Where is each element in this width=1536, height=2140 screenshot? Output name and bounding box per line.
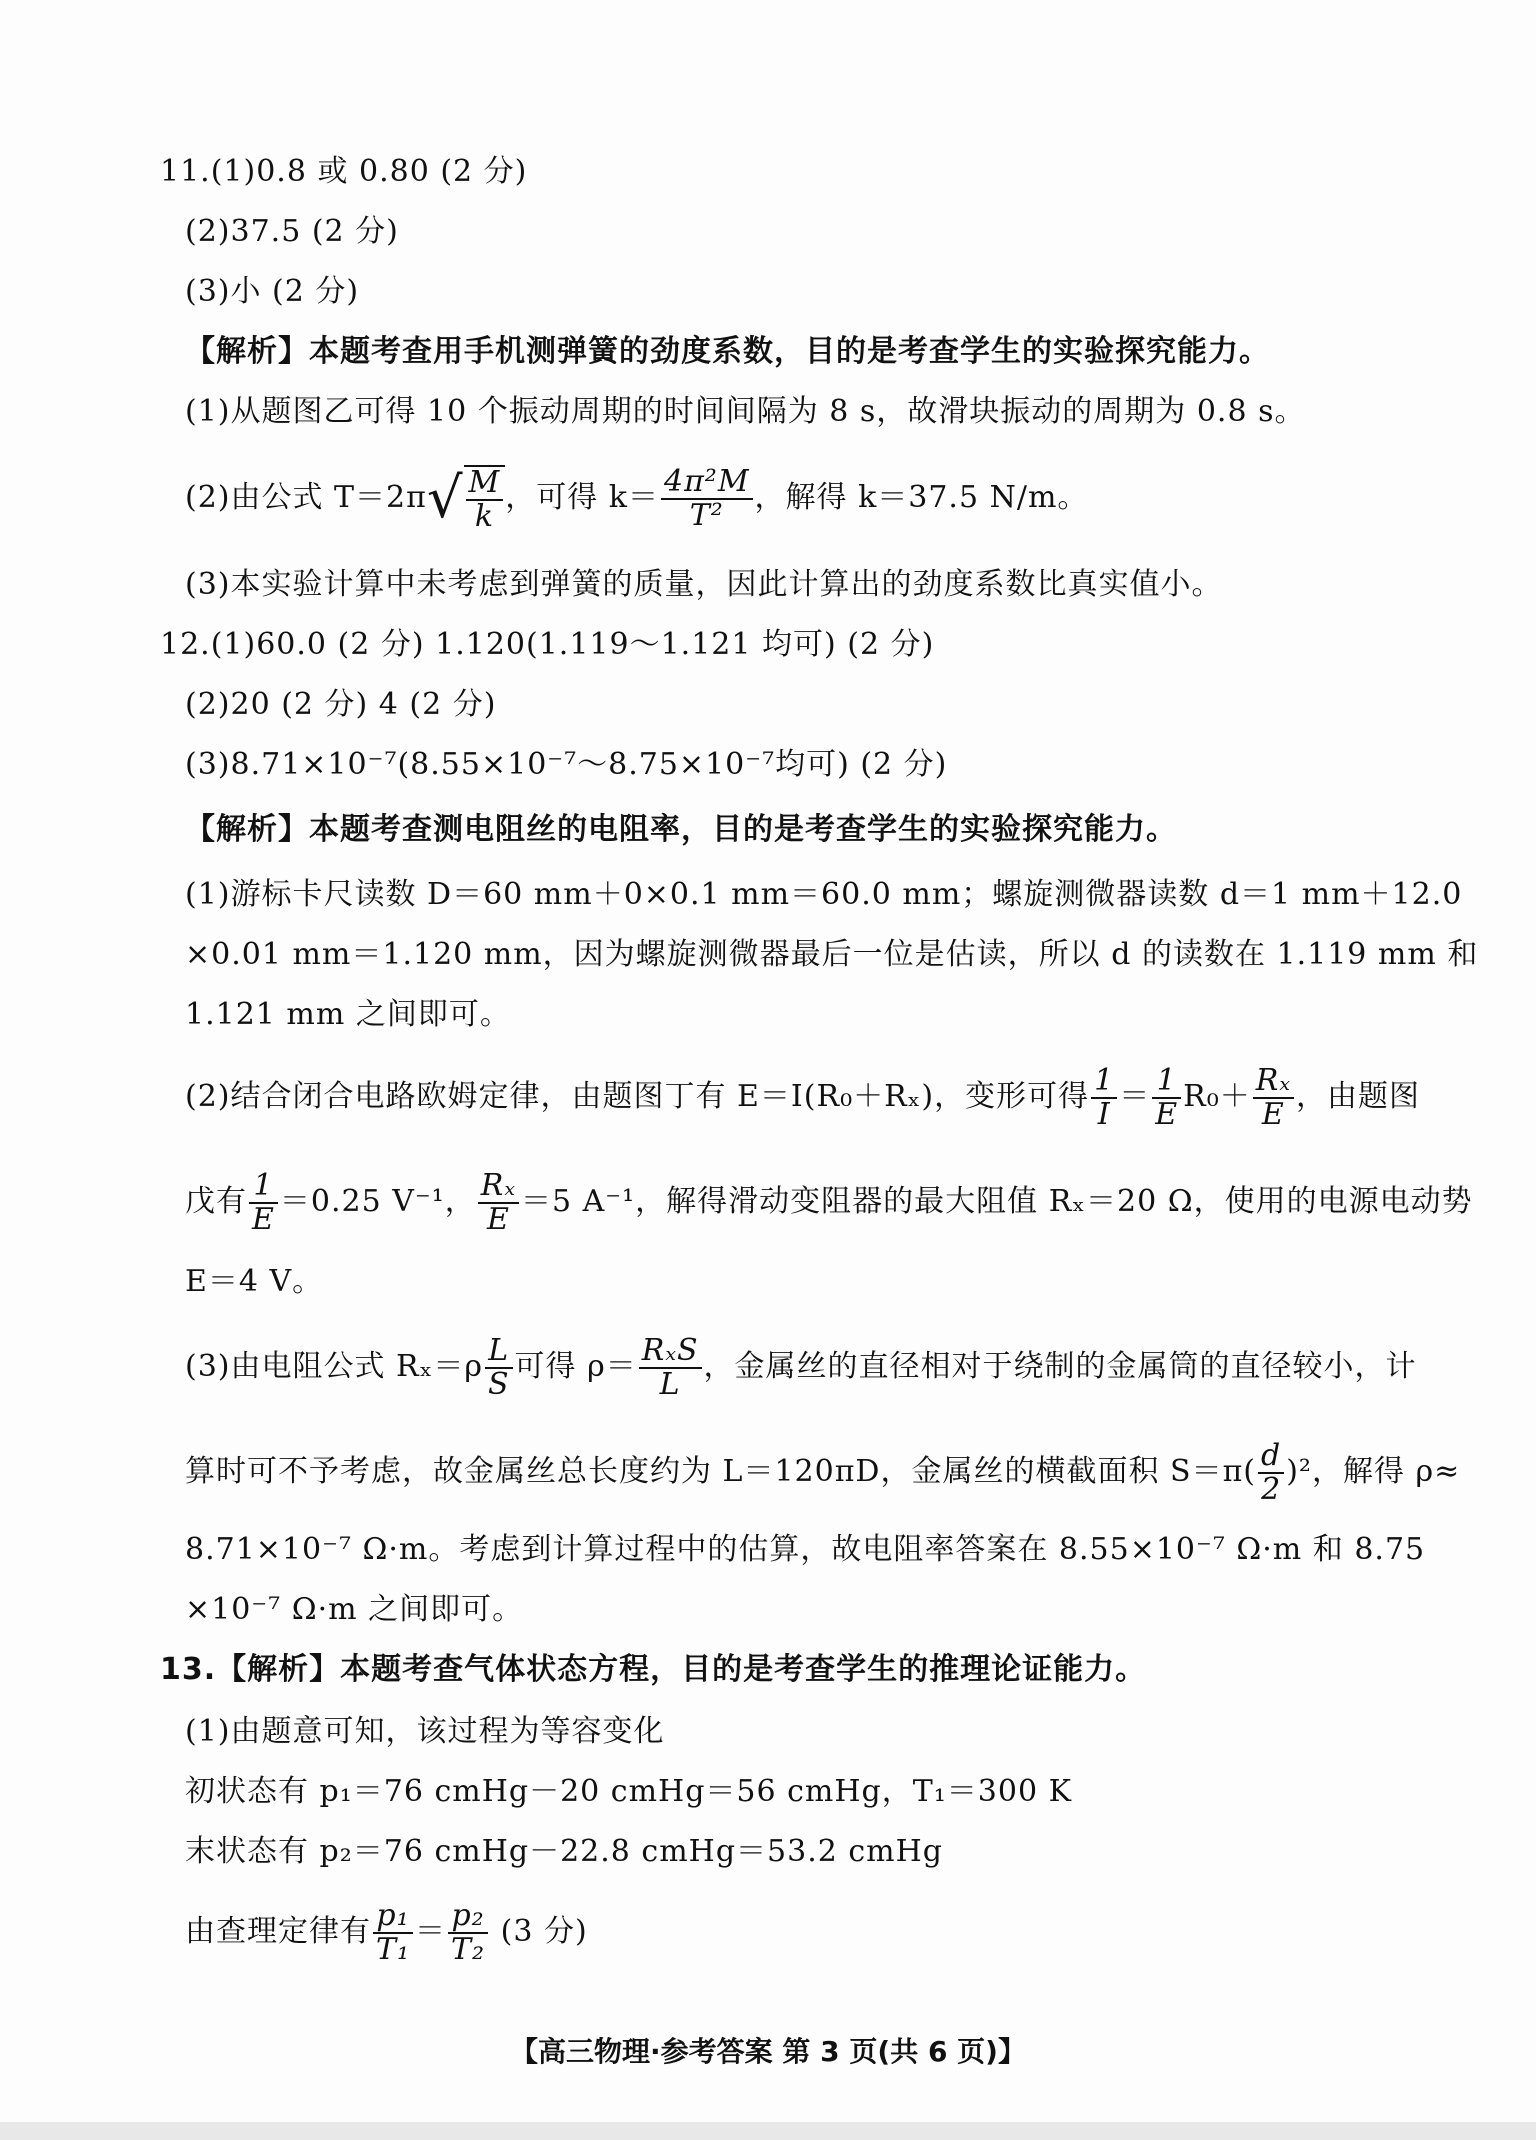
frac-denominator: I	[1097, 1097, 1111, 1132]
q11-answer-2: (2)37.5 (2 分)	[185, 214, 399, 249]
text-segment: ＝	[415, 1914, 447, 1949]
frac-denominator: k	[474, 499, 494, 534]
q11-answer-1: 11.(1)0.8 或 0.80 (2 分)	[160, 154, 528, 189]
q12-analysis-1b: ×0.01 mm＝1.120 mm，因为螺旋测微器最后一位是估读，所以 d 的读数在 1.119 mm 和	[185, 937, 1479, 972]
fraction	[448, 1900, 488, 1966]
q12-analysis-2a	[185, 1065, 1420, 1131]
text-segment: 可得 ρ＝	[514, 1349, 637, 1384]
text-segment: (2)由公式 T＝2π	[185, 480, 427, 515]
frac-numerator: Rₓ	[1253, 1065, 1294, 1099]
fraction	[661, 466, 753, 532]
text-segment: 戊有	[185, 1184, 247, 1219]
q12-answer-1: 12.(1)60.0 (2 分) 1.120(1.119～1.121 均可) (2 分)	[160, 627, 935, 662]
frac-numerator: M	[466, 467, 504, 501]
fraction	[1253, 1065, 1294, 1131]
q12-analysis-1a: (1)游标卡尺读数 D＝60 mm＋0×0.1 mm＝60.0 mm；螺旋测微器读数 d＝1 mm＋12.0	[185, 877, 1463, 912]
frac-numerator: RₓS	[639, 1335, 702, 1369]
frac-numerator: d	[1258, 1440, 1284, 1474]
q11-answer-3: (3)小 (2 分)	[185, 274, 360, 309]
text-segment: 算时可不予考虑，故金属丝总长度约为 L＝120πD，金属丝的横截面积 S＝π(	[185, 1454, 1256, 1489]
q12-analysis-1c: 1.121 mm 之间即可。	[185, 997, 511, 1032]
frac-numerator: p₁	[373, 1900, 413, 1934]
frac-numerator: 4π²M	[661, 466, 753, 500]
frac-denominator: E	[1155, 1097, 1179, 1132]
page-footer: 【高三物理·参考答案 第 3 页(共 6 页)】	[510, 2035, 1026, 2068]
q12-answer-3: (3)8.71×10⁻⁷(8.55×10⁻⁷～8.75×10⁻⁷均可) (2 分)	[185, 747, 948, 782]
text-segment: ，金属丝的直径相对于绕制的金属筒的直径较小，计	[703, 1349, 1417, 1384]
q13-analysis-heading: 13.【解析】本题考查气体状态方程，目的是考查学生的推理论证能力。	[160, 1652, 1147, 1687]
fraction	[639, 1335, 702, 1401]
frac-denominator: L	[659, 1367, 681, 1402]
fraction	[1258, 1440, 1284, 1506]
frac-numerator: 1	[1152, 1065, 1181, 1099]
text-segment: (2)结合闭合电路欧姆定律，由题图丁有 E＝I(R₀＋Rₓ)，变形可得	[185, 1079, 1090, 1114]
fraction	[373, 1900, 413, 1966]
q12-analysis-heading: 【解析】本题考查测电阻丝的电阻率，目的是考查学生的实验探究能力。	[185, 812, 1177, 847]
frac-numerator: Rₓ	[478, 1170, 519, 1204]
q12-analysis-2c: E＝4 V。	[185, 1264, 324, 1299]
frac-denominator: S	[487, 1367, 510, 1402]
q12-analysis-3b	[185, 1440, 1460, 1506]
q12-analysis-3d: ×10⁻⁷ Ω·m 之间即可。	[185, 1592, 524, 1627]
scan-edge	[0, 2122, 1536, 2140]
q11-analysis-heading: 【解析】本题考查用手机测弹簧的劲度系数，目的是考查学生的实验探究能力。	[185, 334, 1270, 369]
q12-answer-2: (2)20 (2 分) 4 (2 分)	[185, 687, 497, 722]
q11-analysis-3: (3)本实验计算中未考虑到弹簧的质量，因此计算出的劲度系数比真实值小。	[185, 567, 1223, 602]
text-segment: ＝5 A⁻¹，解得滑动变阻器的最大阻值 Rₓ＝20 Ω，使用的电源电动势	[521, 1184, 1473, 1219]
text-segment: ＝	[1119, 1079, 1151, 1114]
frac-numerator: p₂	[448, 1900, 488, 1934]
text-segment: ，解得 k＝37.5 N/m。	[754, 480, 1089, 515]
q13-analysis-1: (1)由题意可知，该过程为等容变化	[185, 1714, 665, 1749]
q11-analysis-2	[185, 465, 1088, 533]
q11-analysis-1: (1)从题图乙可得 10 个振动周期的时间间隔为 8 s，故滑块振动的周期为 0.8 s。	[185, 394, 1306, 429]
frac-denominator: T²	[689, 498, 724, 533]
text-segment: )²，解得 ρ≈	[1286, 1454, 1461, 1489]
q13-analysis-4	[185, 1900, 588, 1966]
q13-analysis-3: 末状态有 p₂＝76 cmHg－22.8 cmHg＝53.2 cmHg	[185, 1834, 943, 1869]
frac-denominator: 2	[1261, 1472, 1282, 1507]
fraction	[485, 1335, 513, 1401]
fraction	[1091, 1065, 1117, 1131]
frac-numerator: 1	[249, 1170, 278, 1204]
text-segment: ＝0.25 V⁻¹，	[279, 1184, 476, 1219]
frac-denominator: E	[1261, 1097, 1285, 1132]
fraction	[1152, 1065, 1181, 1131]
text-segment: R₀＋	[1183, 1079, 1251, 1114]
text-segment: ，可得 k＝	[505, 480, 659, 515]
q12-analysis-3a	[185, 1335, 1417, 1401]
text-segment: (3)由电阻公式 Rₓ＝ρ	[185, 1349, 483, 1384]
frac-numerator: L	[485, 1335, 513, 1369]
frac-denominator: T₁	[376, 1932, 411, 1967]
text-segment: 由查理定律有	[185, 1914, 371, 1949]
q12-analysis-2b	[185, 1170, 1473, 1236]
fraction	[249, 1170, 278, 1236]
q12-analysis-3c: 8.71×10⁻⁷ Ω·m。考虑到计算过程中的估算，故电阻率答案在 8.55×10⁻⁷ Ω·m 和 8.75	[185, 1532, 1426, 1567]
q13-analysis-2: 初状态有 p₁＝76 cmHg－20 cmHg＝56 cmHg，T₁＝300 K	[185, 1774, 1072, 1809]
text-segment: (3 分)	[490, 1914, 588, 1949]
frac-denominator: T₂	[451, 1932, 486, 1967]
text-segment: ，由题图	[1295, 1079, 1420, 1114]
frac-denominator: E	[252, 1202, 275, 1237]
fraction	[478, 1170, 519, 1236]
frac-denominator: E	[486, 1202, 510, 1237]
sqrt-expression: √ $\frac{M}{k}$	[427, 465, 505, 533]
frac-numerator: 1	[1091, 1065, 1117, 1099]
